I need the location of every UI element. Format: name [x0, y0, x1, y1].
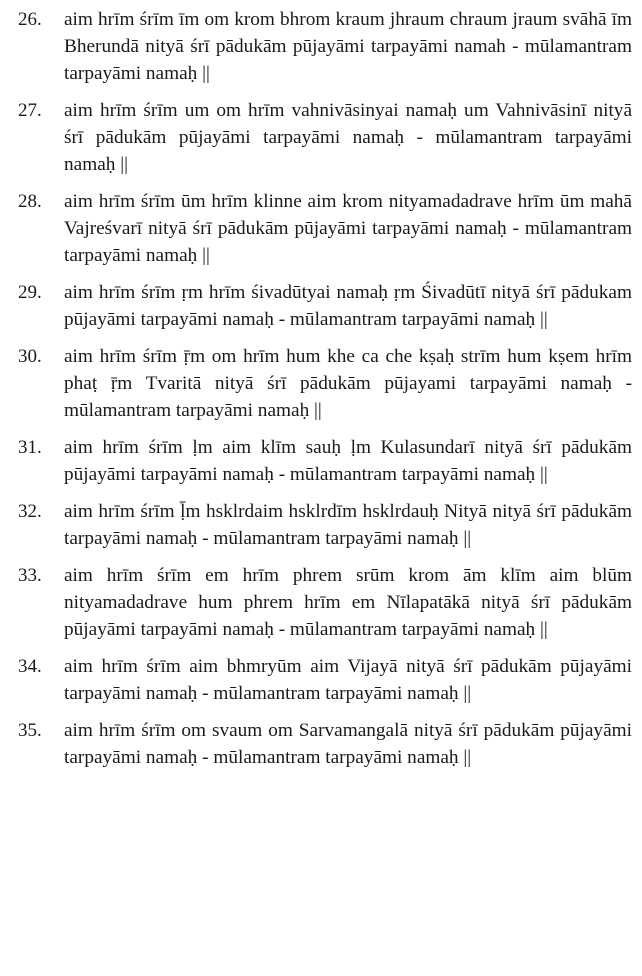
verse-35 — [18, 717, 632, 771]
verse-27 — [18, 97, 632, 178]
verse-26 — [18, 6, 632, 87]
verse-28 — [18, 188, 632, 269]
verse-number: 35. — [18, 720, 42, 741]
verse-number: 31. — [18, 437, 42, 458]
verse-text: aim hrīm śrīm ṝm om hrīm hum khe ca che kṣaḥ strīm hum kṣem hrīm phaṭ ṝm Tvaritā nityā śrī pādukām pūjayami tarpayāmi namaḥ - mūlamantram tarpayāmi namaḥ || — [64, 346, 632, 421]
verse-number: 27. — [18, 100, 42, 121]
verse-text: aim hrīm śrīm ṛm hrīm śivadūtyai namaḥ ṛm Śivadūtī nityā śrī pādukam pūjayāmi tarpayāmi namaḥ - mūlamantram tarpayāmi namaḥ || — [64, 282, 632, 330]
verse-text: aim hrīm śrīm om svaum om Sarvamangalā nityā śrī pādukām pūjayāmi tarpayāmi namaḥ - mūlamantram tarpayāmi namaḥ || — [64, 720, 632, 768]
verse-29 — [18, 279, 632, 333]
verse-34 — [18, 653, 632, 707]
verse-text: aim hrīm śrīm ḷm aim klīm sauḥ ḷm Kulasundarī nityā śrī pādukām pūjayāmi tarpayāmi namaḥ - mūlamantram tarpayāmi namaḥ || — [64, 437, 632, 485]
verse-number: 30. — [18, 346, 42, 367]
verse-text: aim hrīm śrīm ḹm hsklrdaim hsklrdīm hsklrdauḥ Nityā nityā śrī pādukām tarpayāmi namaḥ - mūlamantram tarpayāmi namaḥ || — [64, 501, 632, 549]
verse-text: aim hrīm śrīm īm om krom bhrom kraum jhraum chraum jraum svāhā īm Bherundā nityā śrī pādukām pūjayāmi tarpayāmi namah - mūlamantram tarpayāmi namaḥ || — [64, 9, 632, 84]
verse-number: 29. — [18, 282, 42, 303]
verse-text: aim hrīm śrīm um om hrīm vahnivāsinyai namaḥ um Vahnivāsinī nityā śrī pādukām pūjayāmi tarpayāmi namaḥ - mūlamantram tarpayāmi namaḥ || — [64, 100, 632, 175]
verse-number: 32. — [18, 501, 42, 522]
verse-text: aim hrīm śrīm aim bhmryūm aim Vijayā nityā śrī pādukām pūjayāmi tarpayāmi namaḥ - mūlamantram tarpayāmi namaḥ || — [64, 656, 632, 704]
verse-number: 28. — [18, 191, 42, 212]
verse-30 — [18, 343, 632, 424]
verse-number: 33. — [18, 565, 42, 586]
verse-number: 34. — [18, 656, 42, 677]
verse-32 — [18, 498, 632, 552]
verse-number: 26. — [18, 9, 42, 30]
verse-text: aim hrīm śrīm ūm hrīm klinne aim krom nityamadadrave hrīm ūm mahā Vajreśvarī nityā śrī pādukām pūjayāmi tarpayāmi namaḥ - mūlamantram tarpayāmi namaḥ || — [64, 191, 632, 266]
verse-33 — [18, 562, 632, 643]
verse-text: aim hrīm śrīm em hrīm phrem srūm krom ām klīm aim blūm nityamadadrave hum phrem hrīm em Nīlapatākā nityā śrī pādukām pūjayāmi tarpayāmi namaḥ - mūlamantram tarpayāmi namaḥ || — [64, 565, 632, 640]
verse-31 — [18, 434, 632, 488]
